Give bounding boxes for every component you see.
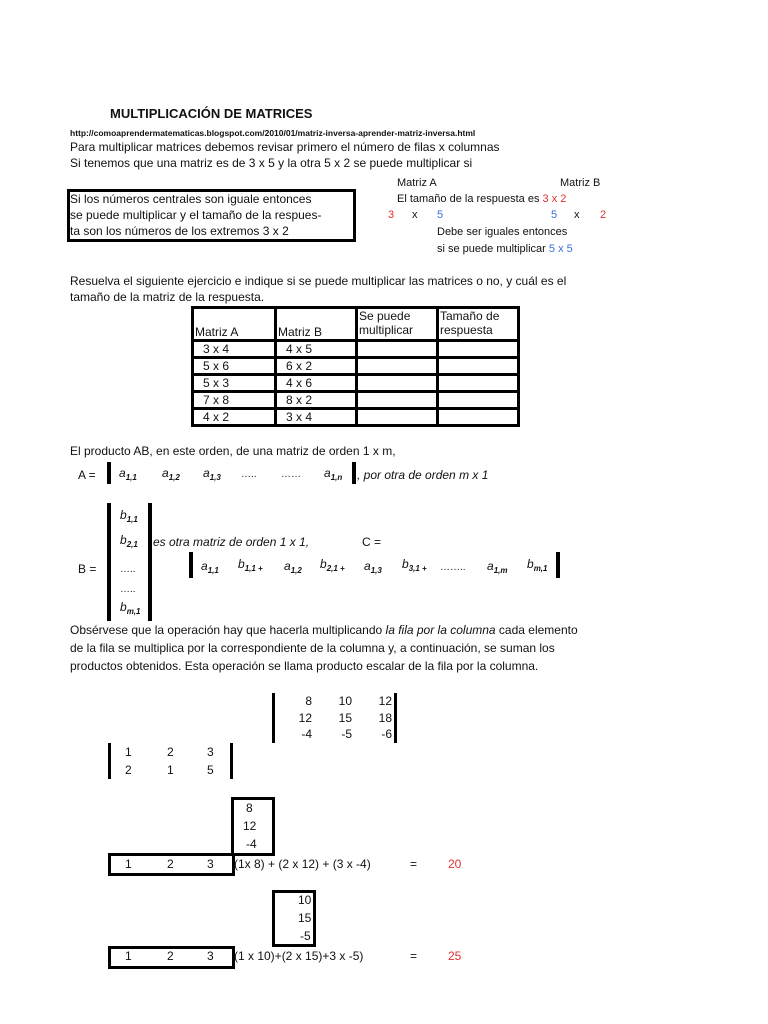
calc1-col-cell: -4 bbox=[246, 837, 257, 851]
table-row bbox=[193, 341, 519, 358]
b-left-bracket bbox=[107, 503, 111, 621]
matrix-a-cell: 1 bbox=[125, 745, 132, 759]
c-right-bracket bbox=[556, 552, 560, 578]
calc2-col-cell: 10 bbox=[298, 893, 312, 907]
x-sign-1: x bbox=[412, 209, 418, 221]
cell-answer[interactable] bbox=[357, 341, 438, 358]
cell-size[interactable] bbox=[438, 341, 519, 358]
a-element: $a_{1,n}$ bbox=[324, 466, 343, 482]
exercise-line-2: tamaño de la matriz de la respuesta. bbox=[70, 290, 265, 304]
rule-line-3: ta son los números de los extremos 3 x 2 bbox=[70, 224, 289, 238]
producto-text: El producto AB, en este orden, de una matriz de orden 1 x m, bbox=[70, 444, 396, 458]
a-cols: 5 bbox=[437, 209, 444, 221]
matrix-a-right-bracket bbox=[230, 743, 233, 779]
cell-a: 5 x 3 bbox=[193, 375, 276, 392]
matrix-b-right-bracket bbox=[394, 693, 397, 743]
x-sign-2: x bbox=[574, 209, 580, 221]
cell-a: 4 x 2 bbox=[193, 409, 276, 426]
matrix-a-cell: 2 bbox=[125, 763, 132, 777]
matrix-b-cell: 10 bbox=[338, 694, 352, 708]
table-row bbox=[193, 375, 519, 392]
debe-text: Debe ser iguales entonces bbox=[437, 226, 568, 238]
observe-line-1: Obsérvese que la operación hay que hacerla multiplicando la fila por la columna cada elemento bbox=[70, 623, 578, 637]
matrix-b-cell: 18 bbox=[378, 711, 392, 725]
c-term: $a_{1,m}$ bbox=[487, 559, 508, 575]
a-element: $a_{1,3}$ bbox=[203, 466, 221, 482]
a-element: $a_{1,2}$ bbox=[162, 466, 180, 482]
b-cols: 2 bbox=[600, 209, 607, 221]
table-header-row bbox=[193, 308, 519, 341]
cell-answer[interactable] bbox=[357, 375, 438, 392]
calc1-result: 20 bbox=[448, 857, 462, 871]
cell-a: 3 x 4 bbox=[193, 341, 276, 358]
es-otra-text: es otra matriz de orden 1 x 1, bbox=[153, 535, 310, 549]
calc2-result: 25 bbox=[448, 949, 462, 963]
matrix-a-left-bracket bbox=[108, 743, 111, 779]
b-equals: B = bbox=[78, 562, 97, 576]
cell-b: 8 x 2 bbox=[276, 392, 357, 409]
matrix-a-cell: 2 bbox=[167, 745, 174, 759]
calc2-row-cell: 1 bbox=[125, 949, 132, 963]
si-se-text: si se puede multiplicar 5 x 5 bbox=[437, 243, 573, 255]
a-rows: 3 bbox=[388, 209, 395, 221]
table-row bbox=[193, 392, 519, 409]
cell-answer[interactable] bbox=[357, 409, 438, 426]
observe-line-3: productos obtenidos. Esta operación se llama producto escalar de la fila por la columna. bbox=[70, 659, 539, 673]
matrix-b-cell: 15 bbox=[338, 711, 352, 725]
c-dots: …….. bbox=[440, 562, 466, 573]
matrix-a-cell: 1 bbox=[167, 763, 174, 777]
rule-line-2: se puede multiplicar y el tamaño de la respues- bbox=[70, 208, 322, 222]
matrix-a-cell: 5 bbox=[207, 763, 214, 777]
page-title: MULTIPLICACIÓN DE MATRICES bbox=[110, 106, 313, 121]
matrix-b-cell: 12 bbox=[298, 711, 312, 725]
c-term: $a_{1,2}$ bbox=[284, 559, 302, 575]
matrix-b-cell: 12 bbox=[378, 694, 392, 708]
calc2-row-cell: 2 bbox=[167, 949, 174, 963]
calc1-expression: (1x 8) + (2 x 12) + (3 x -4) bbox=[234, 857, 371, 871]
calc1-row-cell: 2 bbox=[167, 857, 174, 871]
calc1-row-cell: 3 bbox=[207, 857, 214, 871]
c-left-bracket bbox=[189, 552, 193, 578]
b-element: $b_{1,1}$ bbox=[120, 508, 138, 524]
cell-size[interactable] bbox=[438, 375, 519, 392]
header-matriz-b: Matriz B bbox=[276, 308, 357, 341]
calc2-row-cell: 3 bbox=[207, 949, 214, 963]
cell-b: 4 x 5 bbox=[276, 341, 357, 358]
b-dots: ….. bbox=[120, 584, 136, 595]
matriz-a-label: Matriz A bbox=[397, 177, 437, 189]
cell-size[interactable] bbox=[438, 409, 519, 426]
c-term: $b_{2,1 +}$ bbox=[320, 557, 345, 573]
cell-a: 5 x 6 bbox=[193, 358, 276, 375]
cell-b: 3 x 4 bbox=[276, 409, 357, 426]
matrix-b-cell: -5 bbox=[341, 727, 352, 741]
c-term: $b_{3,1 +}$ bbox=[402, 557, 427, 573]
cell-b: 6 x 2 bbox=[276, 358, 357, 375]
header-tamano: Tamaño de respuesta bbox=[438, 308, 519, 341]
table-row bbox=[193, 409, 519, 426]
b-element: $b_{m,1}$ bbox=[120, 600, 141, 616]
cell-size[interactable] bbox=[438, 392, 519, 409]
intro-line-2: Si tenemos que una matriz es de 3 x 5 y la otra 5 x 2 se puede multiplicar si bbox=[70, 156, 473, 170]
tamano-text: El tamaño de la respuesta es 3 x 2 bbox=[397, 193, 567, 205]
a-element: $a_{1,1}$ bbox=[119, 466, 137, 482]
calc2-col-cell: 15 bbox=[298, 911, 312, 925]
header-matriz-a: Matriz A bbox=[193, 308, 276, 341]
calc1-equals: = bbox=[410, 857, 418, 871]
source-url[interactable]: http://comoaprendermatematicas.blogspot.com/2010/01/matriz-inversa-aprender-matriz-inversa.html bbox=[70, 128, 476, 138]
exercise-line-1: Resuelva el siguiente ejercicio e indique si se puede multiplicar las matrices o no, y cuál es el bbox=[70, 274, 567, 288]
por-otra-text: , por otra de orden m x 1 bbox=[357, 468, 489, 482]
a-dots: ….. bbox=[241, 469, 257, 480]
c-term: $a_{1,1}$ bbox=[201, 559, 219, 575]
calc1-col-cell: 12 bbox=[243, 819, 257, 833]
calc1-col-cell: 8 bbox=[246, 801, 253, 815]
c-term: $b_{m,1}$ bbox=[527, 557, 548, 573]
c-term: $b_{1,1 +}$ bbox=[238, 557, 263, 573]
calc2-equals: = bbox=[410, 949, 418, 963]
calc1-row-cell: 1 bbox=[125, 857, 132, 871]
b-element: $b_{2,1}$ bbox=[120, 533, 138, 549]
cell-size[interactable] bbox=[438, 358, 519, 375]
observe-line-2: de la fila se multiplica por la correspondiente de la columna y, a continuación, se suman los bbox=[70, 641, 555, 655]
matriz-b-label: Matriz B bbox=[560, 177, 601, 189]
b-rows: 5 bbox=[551, 209, 558, 221]
cell-b: 4 x 6 bbox=[276, 375, 357, 392]
matrix-b-cell: -6 bbox=[381, 727, 392, 741]
b-right-bracket bbox=[148, 503, 152, 621]
a-dots: …… bbox=[281, 469, 301, 480]
exercise-table bbox=[191, 306, 520, 427]
cell-answer[interactable] bbox=[357, 358, 438, 375]
rule-line-1: Si los números centrales son iguale entonces bbox=[70, 192, 312, 206]
intro-line-1: Para multiplicar matrices debemos revisar primero el número de filas x columnas bbox=[70, 140, 500, 154]
cell-a: 7 x 8 bbox=[193, 392, 276, 409]
matrix-b-cell: -4 bbox=[301, 727, 312, 741]
cell-answer[interactable] bbox=[357, 392, 438, 409]
calc2-expression: (1 x 10)+(2 x 15)+3 x -5) bbox=[234, 949, 364, 963]
b-dots: ….. bbox=[120, 564, 136, 575]
c-term: $a_{1,3}$ bbox=[364, 559, 382, 575]
matrix-b-cell: 8 bbox=[305, 694, 312, 708]
a-left-bracket bbox=[107, 462, 111, 484]
matrix-a-cell: 3 bbox=[207, 745, 214, 759]
calc2-col-cell: -5 bbox=[300, 929, 311, 943]
a-right-bracket bbox=[352, 462, 356, 484]
header-se-puede: Se puede multiplicar bbox=[357, 308, 438, 341]
table-row bbox=[193, 358, 519, 375]
a-equals: A = bbox=[78, 468, 96, 482]
matrix-b-left-bracket bbox=[272, 693, 275, 743]
c-equals: C = bbox=[362, 535, 382, 549]
